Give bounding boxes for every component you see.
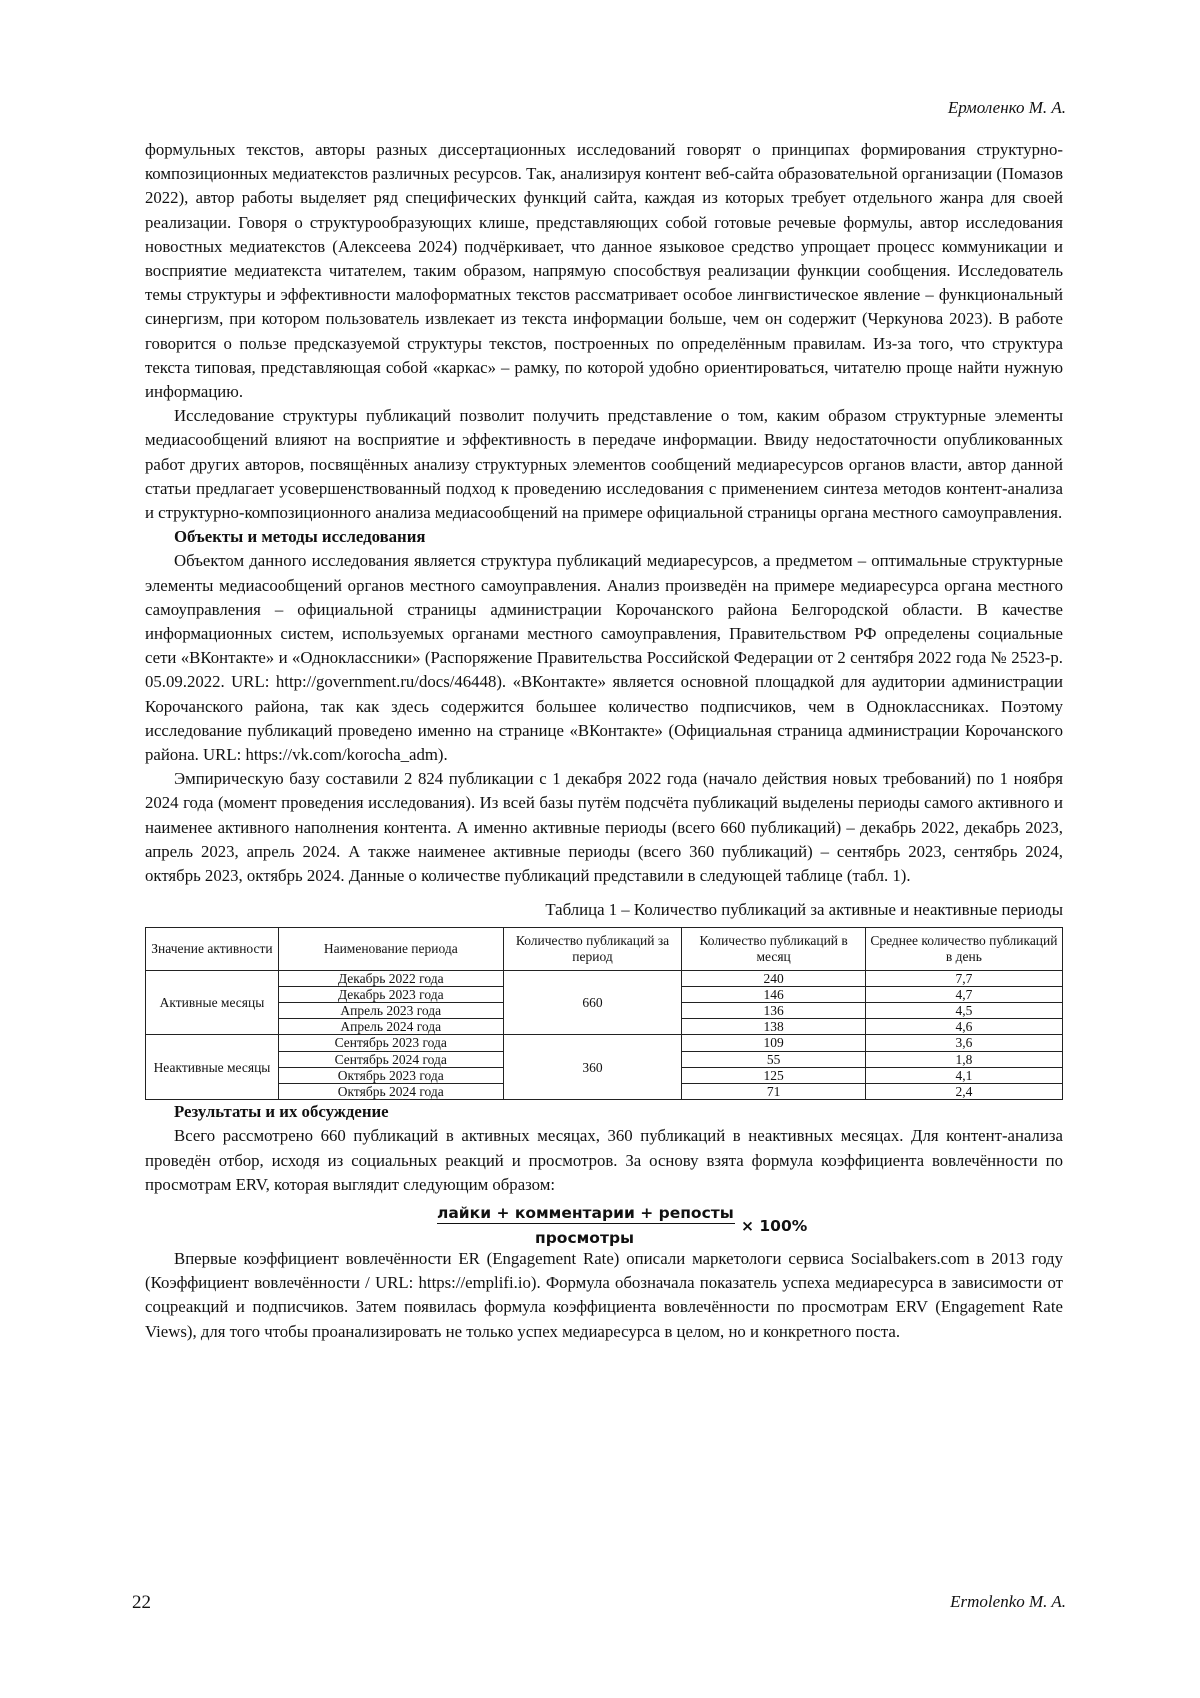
paragraph: Впервые коэффициент вовлечённости ER (Engagement Rate) описали маркетологи сервиса Socialbakers.com в 2013 году (Коэффициент вовлечённости / URL: https://emplifi.io). Формула обозначала показатель успеха медиаресурса в зависимости от соцреакций и подписчиков. Затем появилась формула коэффициента вовлечённости по просмотрам ERV (Engagement Rate Views), для того чтобы проанализировать не только успех медиаресурса в целом, но и конкретного поста. (145, 1248, 1063, 1341)
group-label-active: Активные месяцы (146, 970, 279, 1035)
fraction-bar (437, 1223, 735, 1225)
publications-table (145, 927, 1063, 1101)
paragraph: формульных текстов, авторы разных диссертационных исследований говорят о принципах формирования структурно-композиционных медиатекстов различных ресурсов. Так, анализируя контент веб-сайта образовательной организации (Помазов 2022), автор работы выделяет ряд специфических функций сайта, каждая из которых требует отдельного жанра для своей реализации. Говоря о структурообразующих клише, представляющих собой готовые речевые формулы, автор исследования новостных медиатекстов (Алексеева 2024) подчёркивает, что данное языковое средство упрощает процесс коммуникации и восприятие медиатекста читателем, таким образом, напрямую способствуя реализации функции сообщения. Исследователь темы структуры и эффективности малоформатных текстов рассматривает особое лингвистическое явление – функциональный синергизм, при котором пользователь извлекает из текста информации больше, чем он содержит (Черкунова 2023). В работе говорится о пользе предсказуемой структуры текстов, построенных по определённым правилам. Из-за того, что структура текста типовая, представляющая собой «каркас» – рамку, по которой удобно ориентироваться, читателю проще найти нужную информацию. (145, 140, 1063, 402)
column-header-total: Количество публикаций за период (503, 927, 682, 970)
section-heading-methods: Объекты и методы исследования (174, 527, 426, 547)
daily-cell: 4,5 (865, 1002, 1062, 1018)
daily-cell: 4,1 (865, 1067, 1062, 1083)
daily-cell: 2,4 (865, 1083, 1062, 1099)
column-header-activity: Значение активности (146, 927, 279, 970)
table-caption: Таблица 1 – Количество публикаций за активные и неактивные периоды (545, 900, 1063, 920)
group-label-inactive: Неактивные месяцы (146, 1035, 279, 1100)
daily-cell: 4,6 (865, 1019, 1062, 1035)
period-cell: Октябрь 2023 года (278, 1067, 503, 1083)
monthly-cell: 71 (682, 1083, 865, 1099)
column-header-period: Наименование периода (278, 927, 503, 970)
daily-cell: 1,8 (865, 1051, 1062, 1067)
formula-denominator: просмотры (535, 1228, 635, 1247)
erv-formula (437, 1201, 1063, 1245)
article-body (145, 138, 1063, 1344)
period-cell: Апрель 2023 года (278, 1002, 503, 1018)
period-cell: Декабрь 2023 года (278, 986, 503, 1002)
monthly-cell: 138 (682, 1019, 865, 1035)
page-number: 22 (132, 1592, 151, 1613)
running-footer-author: Ermolenko M. A. (950, 1592, 1066, 1611)
monthly-cell: 146 (682, 986, 865, 1002)
formula-multiplier: × 100% (741, 1216, 808, 1235)
daily-cell: 3,6 (865, 1035, 1062, 1051)
period-cell: Апрель 2024 года (278, 1019, 503, 1035)
paragraph: Эмпирическую базу составили 2 824 публикации с 1 декабря 2022 года (начало действия новых требований) по 1 ноября 2024 года (момент проведения исследования). Из всей базы путём подсчёта публикаций выделены периоды самого активного и наименее активного наполнения контента. А именно активные периоды (всего 660 публикаций) – декабрь 2022, декабрь 2023, апрель 2023, апрель 2024. А также наименее активные периоды (всего 360 публикаций) – сентябрь 2023, сентябрь 2024, октябрь 2023, октябрь 2024. Данные о количестве публикаций представили в следующей таблице (табл. 1). (145, 769, 1063, 886)
group-total-active: 660 (503, 970, 682, 1035)
period-cell: Декабрь 2022 года (278, 970, 503, 986)
paragraph: Всего рассмотрено 660 публикаций в активных месяцах, 360 публикаций в неактивных месяцах. Для контент-анализа проведён отбор, исходя из социальных реакций и просмотров. За основу взята формула коэффициента вовлечённости по просмотрам ERV, которая выглядит следующим образом: (145, 1126, 1063, 1194)
period-cell: Сентябрь 2024 года (278, 1051, 503, 1067)
paragraph: Исследование структуры публикаций позволит получить представление о том, каким образом структурные элементы медиасообщений влияют на восприятие и эффективность в передаче информации. Ввиду недостаточности опубликованных работ других авторов, посвящённых анализу структурных элементов сообщений медиаресурсов органов власти, автор данной статьи предлагает усовершенствованный подход к проведению исследования с применением синтеза методов контент-анализа и структурно-композиционного анализа медиасообщений на примере официальной страницы органа местного самоуправления. (145, 406, 1063, 523)
table-row (146, 970, 1063, 986)
group-total-inactive: 360 (503, 1035, 682, 1100)
table-row (146, 1035, 1063, 1051)
paragraph: Объектом данного исследования является структура публикаций медиаресурсов, а предметом – оптимальные структурные элементы медиасообщений органов местного самоуправления. Анализ произведён на примере медиаресурса органа местного самоуправления – официальной страницы администрации Корочанского района Белгородской области. В качестве информационных систем, используемых органами местного самоуправления, Правительством РФ определены социальные сети «ВКонтакте» и «Одноклассники» (Распоряжение Правительства Российской Федерации от 2 сентября 2022 года № 2523-р. 05.09.2022. URL: http://government.ru/docs/46448). «ВКонтакте» является основной площадкой для аудитории администрации Корочанского района, так как здесь содержится большее количество подписчиков, чем в Одноклассниках. Поэтому исследование публикаций проведено именно на странице «ВКонтакте» (Официальная страница администрации Корочанского района. URL: https://vk.com/korocha_adm). (145, 551, 1063, 765)
monthly-cell: 125 (682, 1067, 865, 1083)
formula-numerator: лайки + комментарии + репосты (437, 1203, 734, 1222)
daily-cell: 4,7 (865, 986, 1062, 1002)
section-heading-results: Результаты и их обсуждение (174, 1102, 389, 1122)
period-cell: Сентябрь 2023 года (278, 1035, 503, 1051)
column-header-daily: Среднее количество публикаций в день (865, 927, 1062, 970)
daily-cell: 7,7 (865, 970, 1062, 986)
column-header-monthly: Количество публикаций в месяц (682, 927, 865, 970)
monthly-cell: 136 (682, 1002, 865, 1018)
table-header-row (146, 927, 1063, 970)
monthly-cell: 55 (682, 1051, 865, 1067)
running-header-author: Ермоленко М. А. (947, 98, 1066, 117)
period-cell: Октябрь 2024 года (278, 1083, 503, 1099)
monthly-cell: 240 (682, 970, 865, 986)
monthly-cell: 109 (682, 1035, 865, 1051)
